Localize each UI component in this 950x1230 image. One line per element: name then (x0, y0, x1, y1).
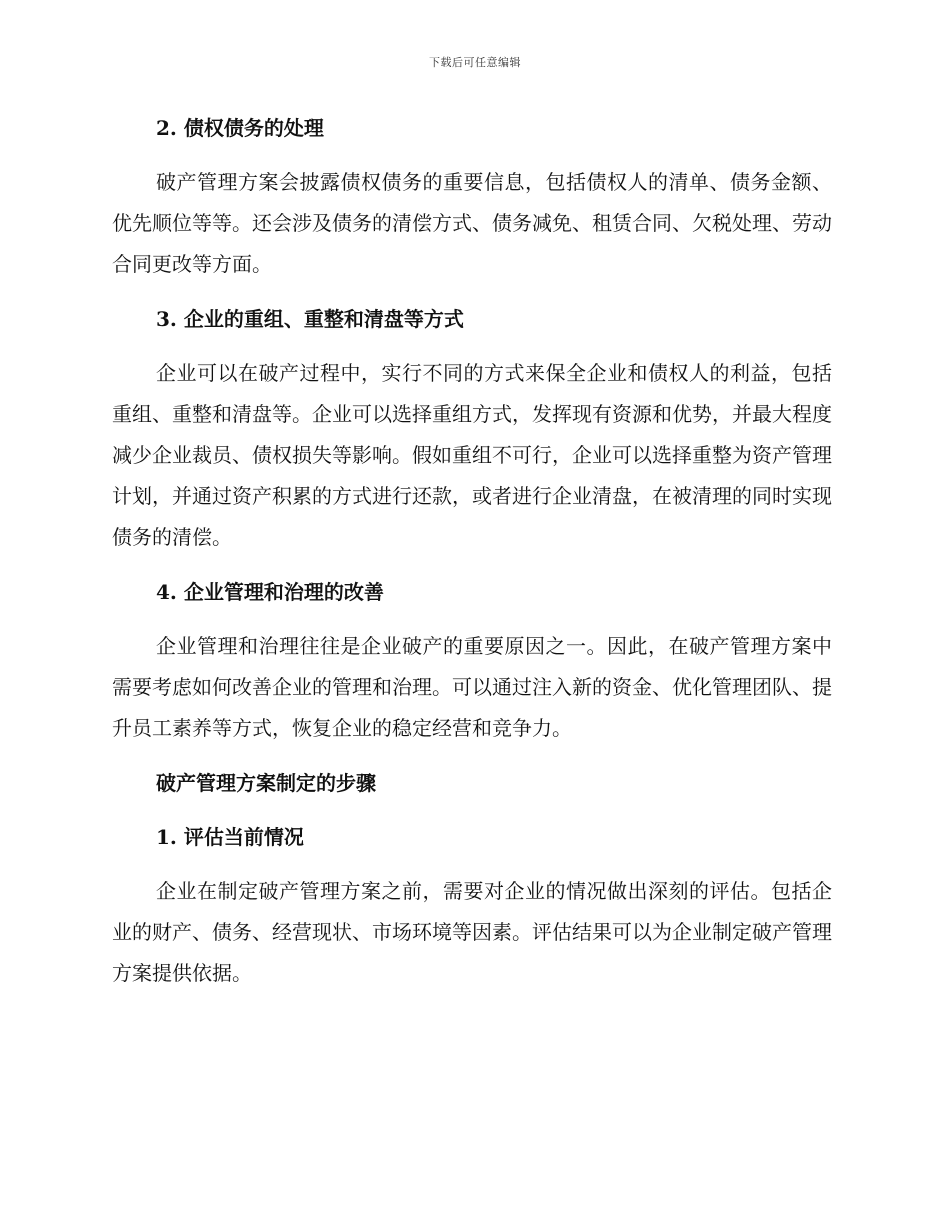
document-body (112, 108, 832, 994)
heading-restructuring: 3. 企业的重组、重整和清盘等方式 (156, 307, 464, 331)
paragraph-assess-situation: 企业在制定破产管理方案之前，需要对企业的情况做出深刻的评估。包括企业的财产、债务、经营现状、市场环境等因素。评估结果可以为企业制定破产管理方案提供依据。 (112, 879, 832, 985)
heading-governance: 4. 企业管理和治理的改善 (156, 580, 384, 604)
page-header: 下载后可任意编辑 (429, 56, 521, 69)
paragraph-restructuring: 企业可以在破产过程中，实行不同的方式来保全企业和债权人的利益，包括重组、重整和清盘等。企业可以选择重组方式，发挥现有资源和优势，并最大程度减少企业裁员、债权损失等影响。假如重组不可行，企业可以选择重整为资产管理计划，并通过资产积累的方式进行还款，或者进行企业清盘，在被清理的同时实现债务的清偿。 (112, 361, 832, 549)
paragraph-debt-handling: 破产管理方案会披露债权债务的重要信息，包括债权人的清单、债务金额、优先顺位等等。还会涉及债务的清偿方式、债务减免、租赁合同、欠税处理、劳动合同更改等方面。 (112, 170, 832, 276)
heading-assess-situation: 1. 评估当前情况 (156, 825, 304, 849)
heading-debt-handling: 2. 债权债务的处理 (156, 116, 324, 140)
paragraph-governance: 企业管理和治理往往是企业破产的重要原因之一。因此，在破产管理方案中需要考虑如何改善企业的管理和治理。可以通过注入新的资金、优化管理团队、提升员工素养等方式，恢复企业的稳定经营和竞争力。 (112, 634, 832, 740)
section-title-steps: 破产管理方案制定的步骤 (156, 771, 376, 795)
